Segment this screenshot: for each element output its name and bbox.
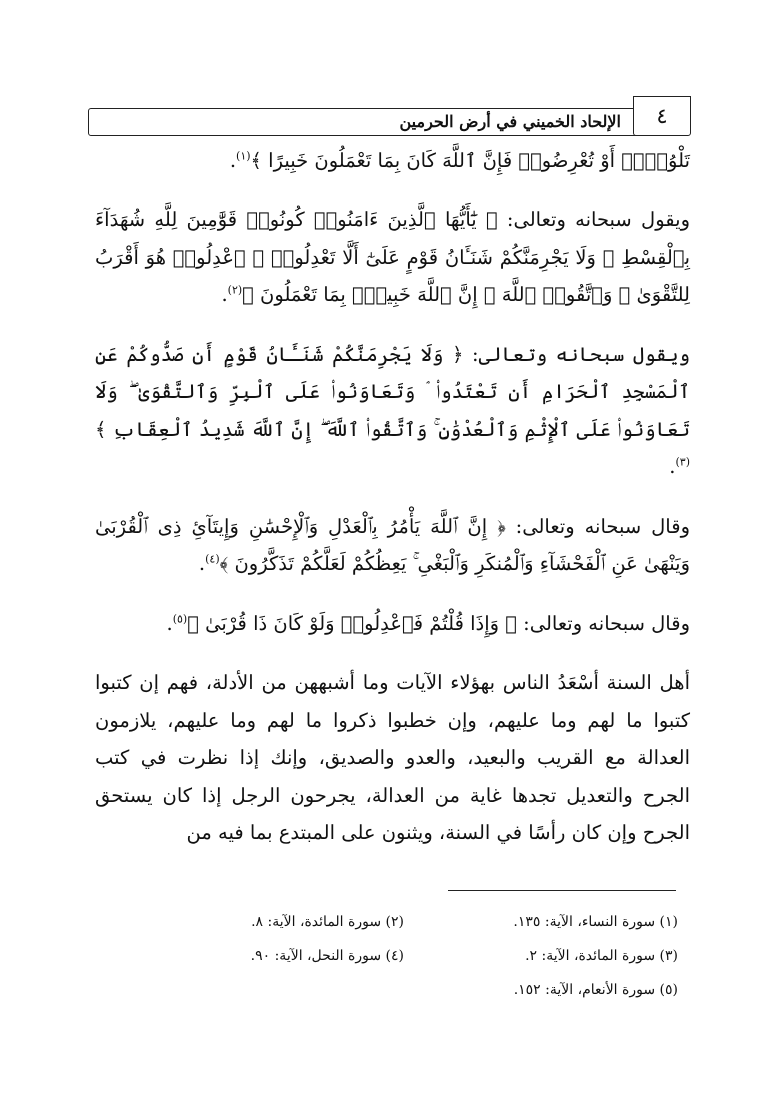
verse-intro: ويقول سبحانه وتعالى: bbox=[497, 208, 690, 231]
footnote-row bbox=[130, 939, 678, 973]
verse-intro: ويقول سبحانه وتعالى: bbox=[463, 342, 690, 366]
footnote-3: (٣) سورة المائدة، الآية: ٢. bbox=[525, 948, 678, 964]
footnote-row bbox=[130, 905, 678, 939]
running-header bbox=[88, 96, 691, 142]
paragraph-verse-2 bbox=[95, 201, 690, 314]
footnote-ref: (٤) bbox=[205, 552, 220, 566]
footnote-ref: (٢) bbox=[227, 283, 243, 297]
sentence-end: . bbox=[166, 611, 173, 635]
paragraph-verse-3 bbox=[95, 336, 690, 486]
paragraph-verse-5 bbox=[95, 605, 690, 643]
verse-intro: وقال سبحانه وتعالى: bbox=[516, 611, 690, 635]
paragraph-verse-4 bbox=[95, 508, 690, 583]
quran-verse: تَلْوُۥٓا۟ أَوْ تُعْرِضُوا۟ فَإِنَّ ٱللَّهَ كَانَ بِمَا تَعْمَلُونَ خَبِيرًا ﴾ bbox=[250, 149, 690, 172]
quran-verse: ﴿ وَإِذَا قُلْتُمْ فَٱعْدِلُوا۟ وَلَوْ كَانَ ذَا قُرْبَىٰ ﴾ bbox=[187, 611, 517, 635]
footnote-divider bbox=[448, 890, 676, 891]
main-text bbox=[95, 143, 690, 852]
quran-verse: ﴿ وَلَا يَجْرِمَنَّكُمْ شَنَـَٔانُ قَوْمٍ أَن صَدُّوكُمْ عَنِ ٱلْمَسْجِدِ ٱلْحَرَامِ أَن تَعْتَدُوا۟ ۘ وَتَعَاوَنُوا۟ عَلَى ٱلْبِرِّ وَٱلتَّقْوَىٰ ۖ وَلَا تَعَاوَنُوا۟ عَلَى ٱلْإِثْمِ وَٱلْعُدْوَٰنِ ۚ وَٱتَّقُوا۟ ٱللَّهَ ۖ إِنَّ ٱللَّهَ شَدِيدُ ٱلْعِقَابِ ﴾ bbox=[95, 342, 690, 441]
verse-intro: وقال سبحانه وتعالى: bbox=[505, 514, 690, 538]
sentence-end: . bbox=[221, 283, 228, 306]
page-number: ٤ bbox=[656, 104, 668, 128]
quran-verse: ﴿ يَٰٓأَيُّهَا ٱلَّذِينَ ءَامَنُوا۟ كُونُوا۟ قَوَّٰمِينَ لِلَّهِ شُهَدَآءَ بِٱلْقِسْطِ ۖ وَلَا يَجْرِمَنَّكُمْ شَنَـَٔانُ قَوْمٍ عَلَىٰٓ أَلَّا تَعْدِلُوا۟ ۚ ٱعْدِلُوا۟ هُوَ أَقْرَبُ لِلتَّقْوَىٰ ۖ وَٱتَّقُوا۟ ٱللَّهَ ۚ إِنَّ ٱللَّهَ خَبِيرٌۢ بِمَا تَعْمَلُونَ ﴾ bbox=[95, 208, 690, 306]
quran-verse: ﴿ إِنَّ ٱللَّهَ يَأْمُرُ بِٱلْعَدْلِ وَٱلْإِحْسَٰنِ وَإِيتَآئِ ذِى ٱلْقُرْبَىٰ وَيَنْهَىٰ عَنِ ٱلْفَحْشَآءِ وَٱلْمُنكَرِ وَٱلْبَغْىِ ۚ يَعِظُكُمْ لَعَلَّكُمْ تَذَكَّرُونَ ﴾ bbox=[95, 514, 690, 575]
footnotes bbox=[130, 905, 678, 1007]
paragraph-verse-1 bbox=[95, 143, 690, 179]
footnote-ref: (٣) bbox=[675, 455, 690, 469]
footnote-1: (١) سورة النساء، الآية: ١٣٥. bbox=[513, 914, 678, 930]
footnote-row bbox=[130, 973, 678, 1007]
prose-text: أهل السنة أسْعَدُ الناس بهؤلاء الآيات وما أشبههن من الأدلة، فهم إن كتبوا كتبوا ما لهم وما عليهم، وإن خطبوا ذكروا ما لهم وما عليهم، يلازمون العدالة مع القريب والبعيد، والعدو والصديق، وإنك إذا نظرت في كتب الجرح والتعديل تجدها غاية من العدالة، يجرحون الرجل إذا كان يستحق الجرح وإن كان رأسًا في السنة، ويثنون على المبتدع بما فيه من bbox=[95, 671, 690, 844]
footnote-ref: (٥) bbox=[172, 612, 188, 625]
sentence-end: . bbox=[198, 552, 206, 575]
sentence-end: . bbox=[229, 149, 237, 172]
footnote-5: (٥) سورة الأنعام، الآية: ١٥٢. bbox=[513, 982, 678, 998]
sentence-end: . bbox=[669, 455, 676, 478]
header-title: الإلحاد الخميني في أرض الحرمين bbox=[399, 112, 621, 131]
paragraph-prose bbox=[95, 664, 690, 852]
footnote-2: (٢) سورة المائدة، الآية: ٨. bbox=[251, 914, 404, 930]
footnote-4: (٤) سورة النحل، الآية: ٩٠. bbox=[250, 948, 404, 964]
footnote-ref: (١) bbox=[236, 149, 251, 163]
page-number-tab bbox=[633, 96, 691, 136]
